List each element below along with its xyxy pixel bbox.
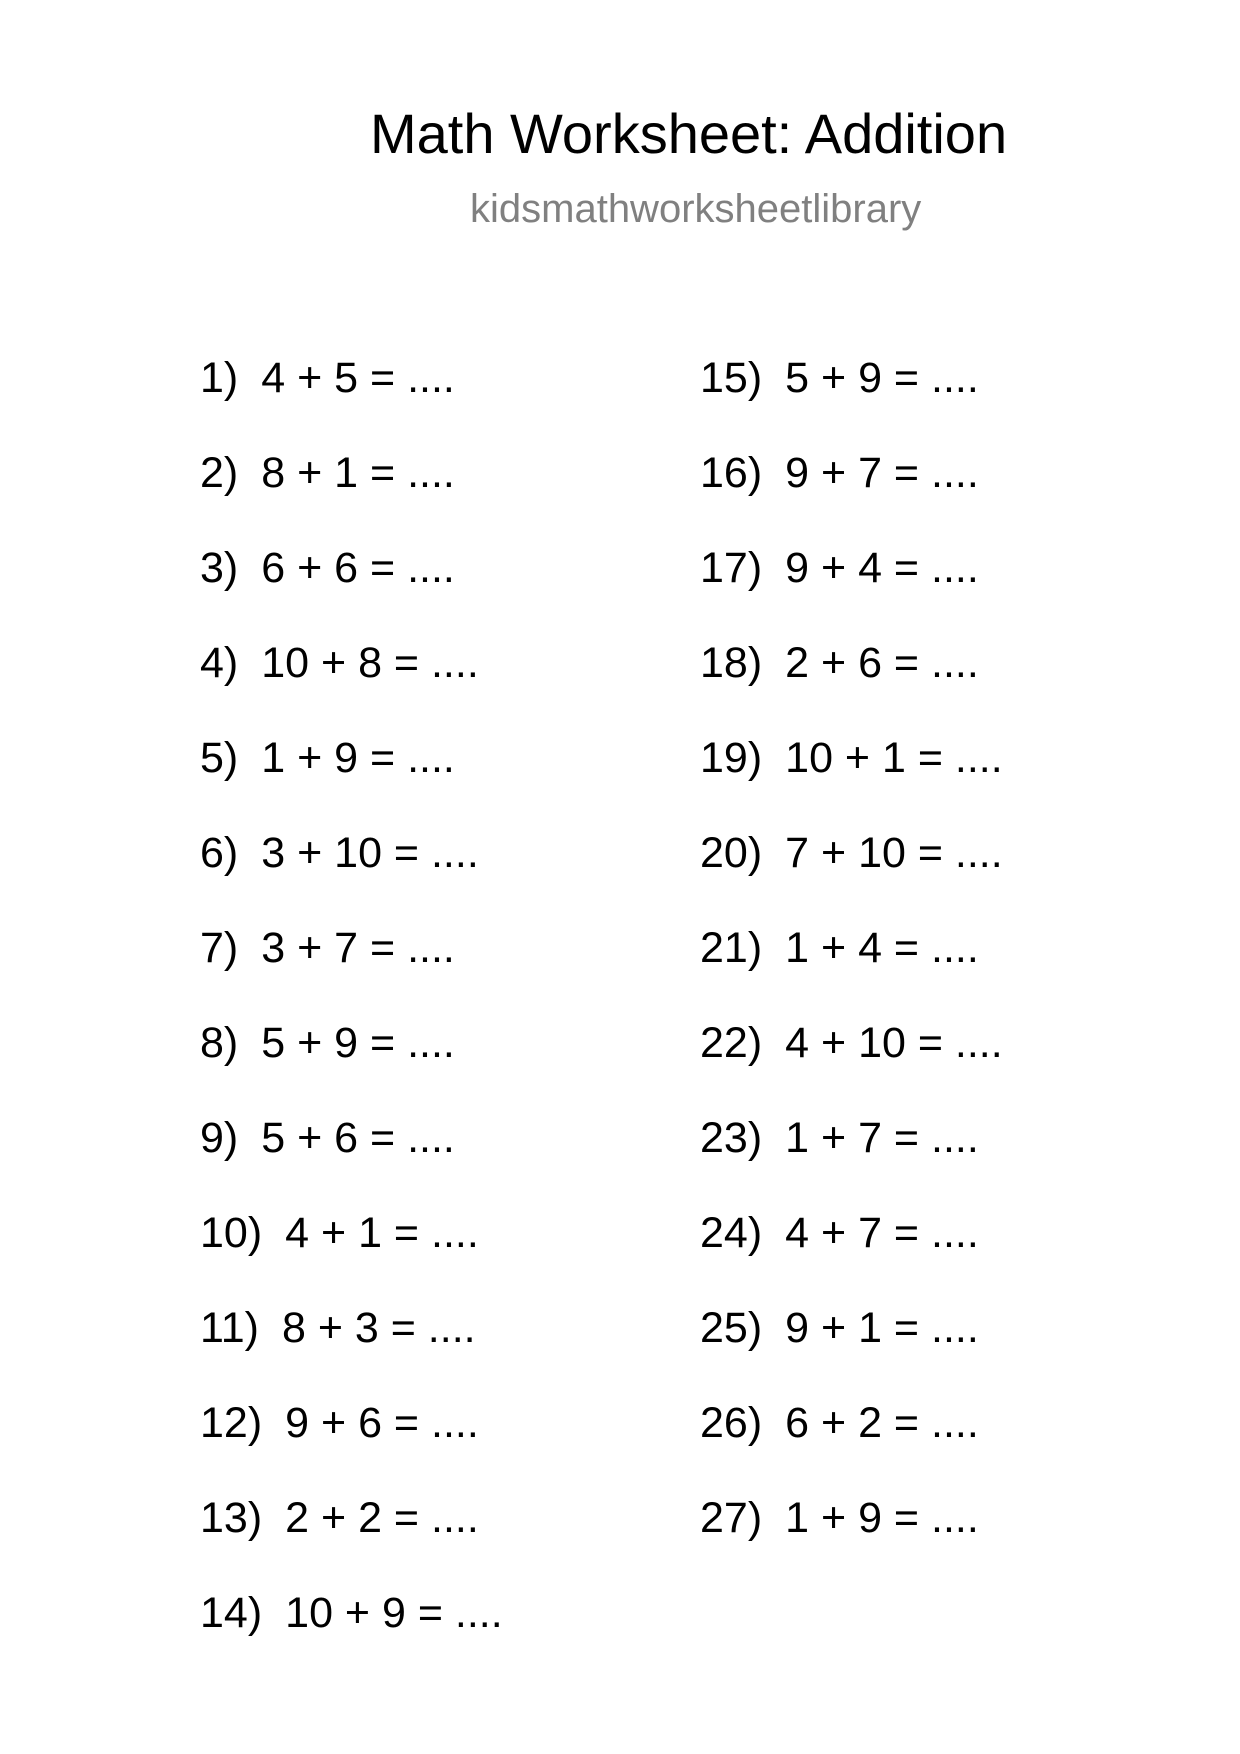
problem-number: 24) [700, 1209, 763, 1257]
problem-item [700, 823, 1003, 918]
problem-expression: 7 + 10 = .... [785, 829, 1003, 877]
problem-item [200, 823, 503, 918]
problem-expression: 9 + 1 = .... [785, 1304, 979, 1352]
problem-number: 1) [200, 354, 239, 402]
problem-item [700, 538, 1003, 633]
problem-item [700, 348, 1003, 443]
problem-item [700, 1488, 1003, 1583]
page-title: Math Worksheet: Addition [370, 102, 1008, 165]
problem-item [700, 918, 1003, 1013]
problem-item [200, 538, 503, 633]
problem-expression: 8 + 1 = .... [261, 449, 455, 497]
problem-expression: 1 + 9 = .... [261, 734, 455, 782]
problem-item [200, 1393, 503, 1488]
problem-number: 5) [200, 734, 239, 782]
problem-expression: 4 + 1 = .... [285, 1209, 479, 1257]
problem-expression: 2 + 2 = .... [285, 1494, 479, 1542]
problem-item [200, 1298, 503, 1393]
problem-item [200, 1108, 503, 1203]
problem-expression: 1 + 7 = .... [785, 1114, 979, 1162]
problem-expression: 10 + 9 = .... [285, 1589, 503, 1637]
problem-expression: 9 + 4 = .... [785, 544, 979, 592]
problem-expression: 9 + 6 = .... [285, 1399, 479, 1447]
problem-number: 4) [200, 639, 239, 687]
problem-item [700, 1393, 1003, 1488]
problem-number: 25) [700, 1304, 763, 1352]
problem-number: 6) [200, 829, 239, 877]
problem-expression: 4 + 5 = .... [261, 354, 455, 402]
problem-number: 10) [200, 1209, 263, 1257]
problem-number: 8) [200, 1019, 239, 1067]
problem-number: 27) [700, 1494, 763, 1542]
problem-expression: 4 + 10 = .... [785, 1019, 1003, 1067]
problem-item [700, 1203, 1003, 1298]
problem-expression: 6 + 6 = .... [261, 544, 455, 592]
problem-number: 23) [700, 1114, 763, 1162]
problem-expression: 2 + 6 = .... [785, 639, 979, 687]
problem-number: 20) [700, 829, 763, 877]
problem-expression: 10 + 8 = .... [261, 639, 479, 687]
problem-number: 12) [200, 1399, 263, 1447]
problem-number: 26) [700, 1399, 763, 1447]
problem-item [200, 443, 503, 538]
problem-expression: 5 + 6 = .... [261, 1114, 455, 1162]
problem-expression: 4 + 7 = .... [785, 1209, 979, 1257]
problem-expression: 3 + 10 = .... [261, 829, 479, 877]
problem-expression: 10 + 1 = .... [785, 734, 1003, 782]
problem-expression: 5 + 9 = .... [785, 354, 979, 402]
problem-expression: 6 + 2 = .... [785, 1399, 979, 1447]
page-subtitle: kidsmathworksheetlibrary [470, 187, 922, 231]
problem-item [700, 1108, 1003, 1203]
problem-number: 22) [700, 1019, 763, 1067]
problem-item [200, 348, 503, 443]
problem-expression: 3 + 7 = .... [261, 924, 455, 972]
problem-expression: 1 + 9 = .... [785, 1494, 979, 1542]
problem-item [700, 1298, 1003, 1393]
problem-number: 13) [200, 1494, 263, 1542]
problem-number: 15) [700, 354, 763, 402]
problem-number: 16) [700, 449, 763, 497]
problem-item [700, 443, 1003, 538]
problem-item [200, 1203, 503, 1298]
problem-number: 9) [200, 1114, 239, 1162]
problem-number: 2) [200, 449, 239, 497]
problem-expression: 1 + 4 = .... [785, 924, 979, 972]
problem-number: 21) [700, 924, 763, 972]
problem-number: 14) [200, 1589, 263, 1637]
problem-item [200, 1583, 503, 1678]
problem-expression: 9 + 7 = .... [785, 449, 979, 497]
problem-item [200, 918, 503, 1013]
problem-item [200, 1488, 503, 1583]
problem-item [700, 728, 1003, 823]
problem-expression: 8 + 3 = .... [281, 1304, 476, 1352]
problem-column-left [200, 348, 503, 1678]
problem-number: 17) [700, 544, 763, 592]
problem-expression: 5 + 9 = .... [261, 1019, 455, 1067]
problem-number: 11) [200, 1304, 259, 1352]
problem-item [700, 1013, 1003, 1108]
problem-number: 3) [200, 544, 239, 592]
problem-item [200, 728, 503, 823]
problem-item [200, 1013, 503, 1108]
problem-number: 18) [700, 639, 763, 687]
problem-column-right [700, 348, 1003, 1583]
problem-number: 19) [700, 734, 763, 782]
problem-item [200, 633, 503, 728]
problem-item [700, 633, 1003, 728]
problem-number: 7) [200, 924, 239, 972]
